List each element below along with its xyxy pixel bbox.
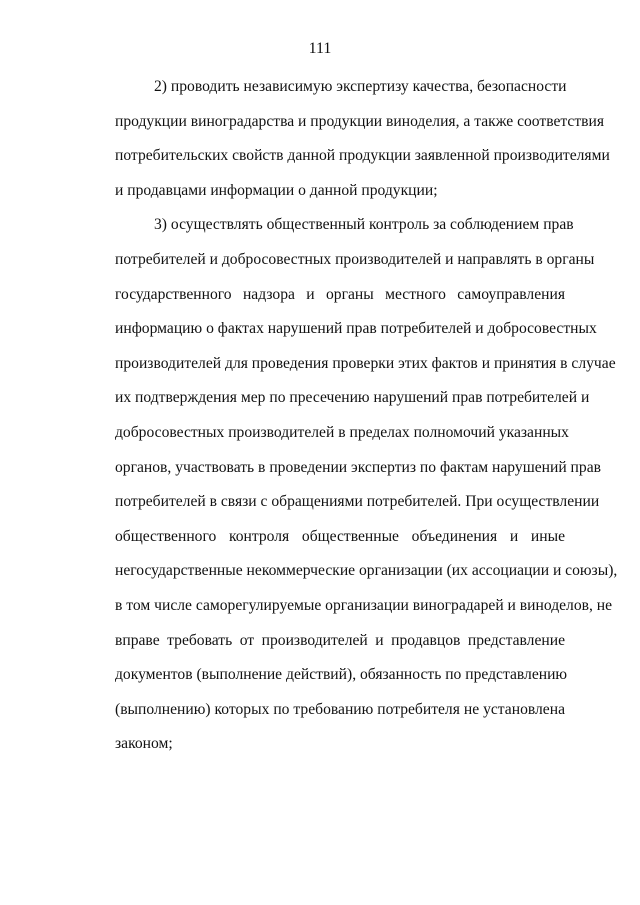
text-line: потребительских свойств данной продукции заявленной производителями — [115, 147, 610, 165]
text-line: и продавцами информации о данной продукции; — [115, 181, 438, 199]
text-line: документов (выполнение действий), обязанность по представлению — [115, 666, 568, 684]
text-line: (выполнению) которых по требованию потребителя не установлена — [115, 700, 565, 718]
text-line: негосударственные некоммерческие организации (их ассоциации и союзы), — [115, 562, 618, 580]
text-line: вправе требовать от производителей и продавцов представление — [115, 631, 565, 649]
text-line: потребителей и добросовестных производителей и направлять в органы — [115, 250, 595, 268]
page-number: 111 — [308, 40, 332, 57]
text-line: потребителей в связи с обращениями потребителей. При осуществлении — [115, 493, 600, 511]
text-line: добросовестных производителей в пределах полномочий указанных — [115, 423, 569, 441]
text-line: общественного контроля общественные объединения и иные — [115, 527, 565, 545]
text-line: производителей для проведения проверки этих фактов и принятия в случае — [115, 354, 616, 372]
text-line: 2) проводить независимую экспертизу качества, безопасности — [154, 78, 567, 95]
text-line: государственного надзора и органы местного самоуправления — [115, 285, 565, 303]
paragraph-3 — [76, 208, 618, 762]
text-line: их подтверждения мер по пресечению нарушений прав потребителей и — [115, 389, 590, 407]
document-body — [76, 70, 618, 762]
paragraph-2 — [76, 70, 610, 208]
text-line: информацию о фактах нарушений прав потребителей и добросовестных — [115, 320, 597, 338]
text-line: органов, участвовать в проведении экспертиз по фактам нарушений прав — [115, 458, 601, 476]
text-line: законом; — [115, 735, 173, 753]
text-line: в том числе саморегулируемые организации виноградарей и виноделов, не — [115, 596, 613, 614]
text-line: 3) осуществлять общественный контроль за соблюдением прав — [154, 216, 574, 234]
text-line: продукции виноградарства и продукции виноделия, а также соответствия — [115, 112, 605, 130]
